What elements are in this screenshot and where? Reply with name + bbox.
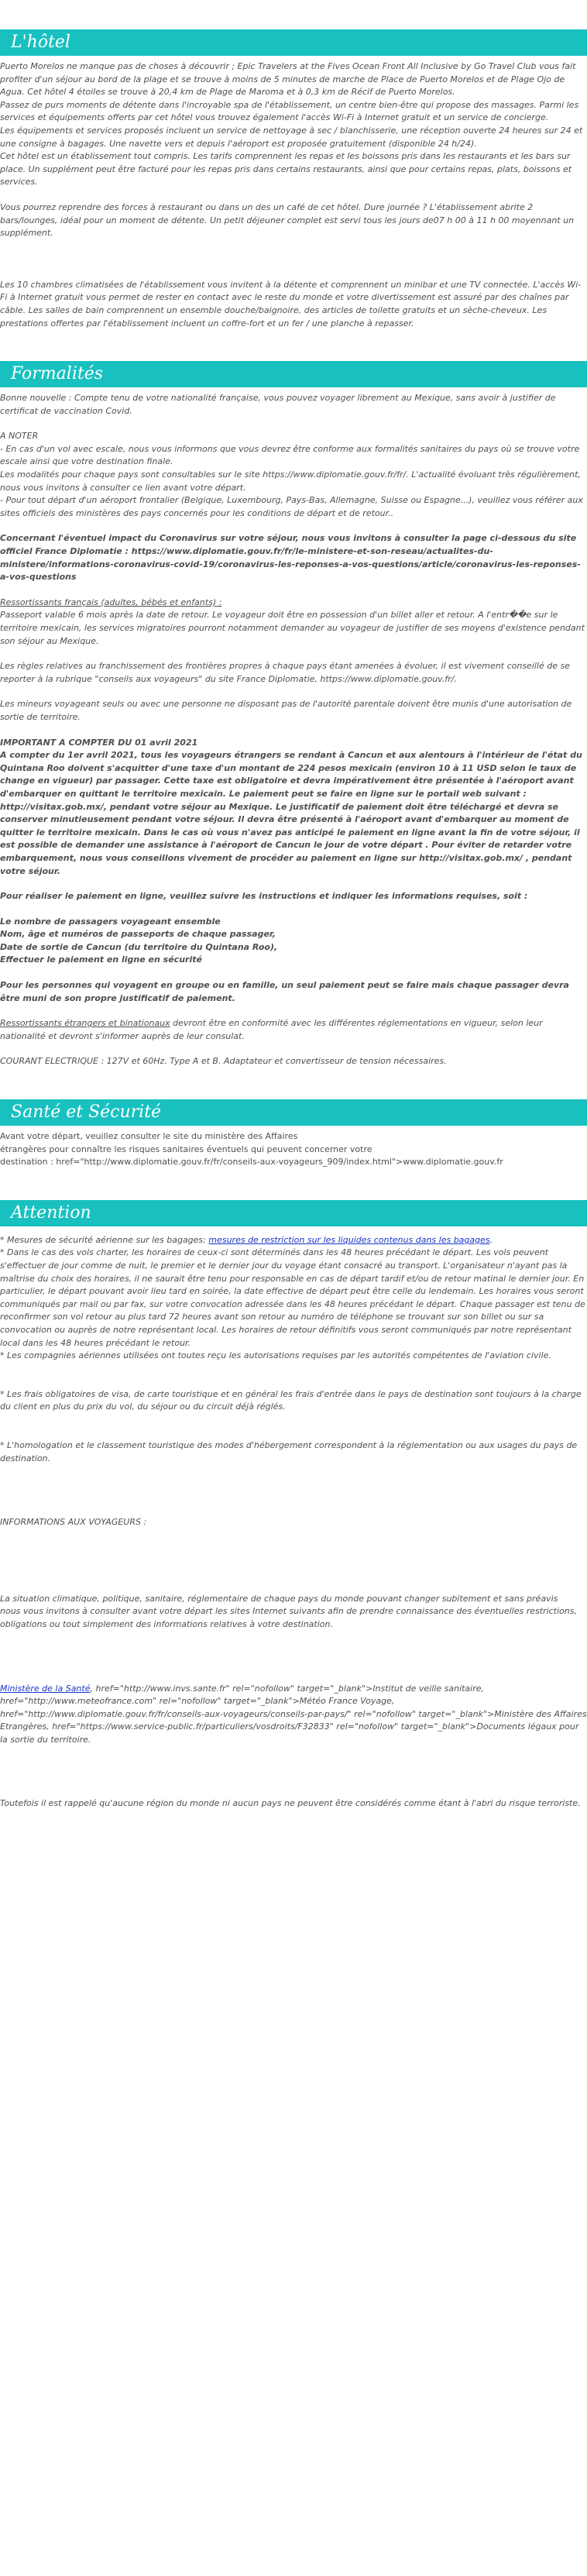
regles-frontieres-text: Les règles relatives au franchissement des frontières propres à chaque pays étant amenées à évoluer, il est vivement conseillé de se reporter à la rubrique "conseils aux voyageurs" du site France Diplomatie, https://www.diplomatie.gouv.fr/. [0, 661, 570, 684]
bonne-nouvelle-text: Bonne nouvelle : Compte tenu de votre nationalité française, vous pouvez voyager librement au Mexique, sans avoir à justifier de certificat de vaccination Covid. [0, 393, 556, 416]
note-frontalier: - Pour tout départ d'un aéroport frontalier (Belgique, Luxembourg, Pays-Bas, Allemagne, Suisse ou Espagne...), veuillez vous référer aux sites officiels des ministères des pays concernés pour les conditions de départ et de retour.. [0, 495, 583, 518]
attention-header: Attention [0, 1200, 587, 1226]
vols-charter-text: * Dans le cas des vols charter, les horaires de ceux-ci sont déterminés dans les 48 heures précédant le départ. Les vols peuvent s'effectuer de jour comme de nuit, le premier et le dernier jour du voyage étant consacré au transport. L'organisateur n'ayant pas la maîtrise du choix des horaires, il ne saurait être tenu pour responsable en cas de départ tardif et/ou de retour matinal le dernier jour. En particulier, le départ pouvant avoir lieu tard en soirée, la date effective de départ peut être celle du lendemain. Les horaires vous seront communiqués par mail ou par fax, sur votre convocation adressée dans les 48 heures précédant le départ. Chaque passager est tenu de reconfirmer son vol retour au plus tard 72 heures avant son retour au numéro de téléphone se trouvant sur son billet ou sur sa convocation ou auprès de notre représentant local. Les horaires de retour définitifs vous seront communiqués par notre représentant local dans les 48 heures précédant le retour. [0, 1247, 585, 1348]
hotel-body [0, 56, 587, 330]
infos-voyageurs-heading: INFORMATIONS AUX VOYAGEURS : [0, 1517, 147, 1528]
courant-electrique: COURANT ELECTRIQUE : 127V et 60Hz. Type A et B. Adaptateur et convertisseur de tension nécessaires. [0, 1056, 447, 1067]
formalites-section [0, 330, 587, 1068]
terrorisme-text: Toutefois il est rappelé qu'aucune région du monde ni aucun pays ne peuvent être considérés comme étant à l'abri du risque terroriste. [0, 1798, 581, 1809]
attention-section [0, 1169, 587, 1811]
hotel-header: L'hôtel [0, 29, 587, 56]
mesures-restriction-link[interactable]: mesures de restriction sur les liquides contenus dans les bagages [208, 1234, 490, 1245]
paiement-instructions: Pour réaliser le paiement en ligne, veuillez suivre les instructions et indiquer les informations requises, soit : [0, 891, 528, 902]
ministere-links [0, 1683, 587, 1747]
ressortissants-francais-label: Ressortissants français (adultes, bébés et enfants) : [0, 597, 222, 607]
groupe-text: Pour les personnes qui voyagent en groupe ou en famille, un seul paiement peut se faire mais chaque passager devra être muni de son propre justificatif de paiement. [0, 980, 569, 1003]
compagnies-text: * Les compagnies aériennes utilisées ont toutes reçu les autorisations requises par les autorités compétentes de l'aviation civile. [0, 1350, 551, 1361]
covid-notice: Concernant l'éventuel impact du Coronavirus sur votre séjour, nous vous invitons à consulter la page ci-dessous du site officiel France Diplomatie : https://www.diplomatie.gouv.fr/fr/le-ministere-et-son-reseau/actualites-du-ministere/informations-coronavirus-covid-19/coronavirus-les-reponses-a-vos-questions/article/coronavirus-les-reponses-a-vos-questions [0, 533, 581, 583]
mesures-suffix: . [489, 1234, 493, 1245]
list-item: Date de sortie de Cancun (du territoire du Quintana Roo), [0, 941, 278, 952]
situation-text-2: nous vous invitons à consulter avant votre départ les sites Internet suivants afin de prendre connaissance des éventuelles restrictions, obligations ou tout simplement des informations relatives à votre destination. [0, 1606, 577, 1629]
ministere-sante-link[interactable]: Ministère de la Santé [0, 1683, 91, 1694]
hotel-all-inclusive: Cet hôtel est un établissement tout compris. Les tarifs comprennent les repas et les boissons pris dans les restaurants et les bars sur place. Un supplément peut être facturé pour les repas pris dans certains restaurants, ainsi que pour certains repas, plats, boissons et services. [0, 151, 572, 187]
ressortissants-etrangers-label: Ressortissants étrangers et binationaux [0, 1018, 170, 1029]
note-escale: - En cas d'un vol avec escale, nous vous informons que vous devrez être conforme aux formalités sanitaires du pays où se trouve votre escale ainsi que votre destination finale. [0, 443, 580, 467]
hotel-intro: Puerto Morelos ne manque pas de choses à découvrir ; Epic Travelers at the Fives Ocean Front All Inclusive by Go Travel Club vous fait profiter d'un séjour au bord de la plage et se trouve à moins de 5 minutes de marche de Place de Puerto Morelos et de Plage Ojo de Agua. Cet hôtel 4 étoiles se trouve à 20,4 km de Plage de Maroma et à 0,3 km de Récif de Puerto Morelos. [0, 61, 576, 98]
note-modalites: Les modalités pour chaque pays sont consultables sur le site https://www.diplomatie.gouv.fr/fr/. L'actualité évoluant très régulièrement, nous vous invitons à consulter ce lien avant votre départ. [0, 469, 581, 493]
hotel-spa: Passez de purs moments de détente dans l'incroyable spa de l'établissement, un centre bien-être qui propose des massages. Parmi les services et équipements offerts par cet hôtel vous trouvez également l'accès Wi-Fi à Internet gratuit et un service de concierge. [0, 99, 579, 123]
ressortissants-francais-text: Passeport valable 6 mois après la date de retour. Le voyageur doit être en possession d'un billet aller et retour. A l'entr��e sur le territoire mexicain, les services migratoires pourront notamment demander au voyageur de justifier de ses moyens d'existence pendant son séjour au Mexique. [0, 610, 585, 646]
sante-section [0, 1068, 587, 1169]
important-title: IMPORTANT A COMPTER DU 01 avril 2021 [0, 737, 198, 748]
list-item: Effectuer le paiement en ligne en sécurité [0, 954, 202, 965]
a-noter-heading: A NOTER [0, 431, 39, 442]
situation-text-1: La situation climatique, politique, sanitaire, réglementaire de chaque pays du monde pouvant changer subitement et sans préavis [0, 1593, 558, 1604]
mesures-securite [0, 1234, 587, 1247]
attention-body [0, 1226, 587, 1811]
hotel-services: Les équipements et services proposés incluent un service de nettoyage à sec / blanchisserie, une réception ouverte 24 heures sur 24 et une consigne à bagages. Une navette vers et depuis l'aéroport est proposée gratuitement (disponible 24 h/24). [0, 125, 583, 149]
sante-line-1: Avant votre départ, veuillez consulter le site du ministère des Affaires [0, 1131, 298, 1142]
sante-header: Santé et Sécurité [0, 1099, 587, 1126]
formalites-header: Formalités [0, 361, 587, 387]
mineurs-text: Les mineurs voyageant seuls ou avec une personne ne disposant pas de l'autorité parentale doivent être munis d'une autorisation de sortie de territoire. [0, 699, 572, 722]
hotel-rooms: Les 10 chambres climatisées de l'établissement vous invitent à la détente et comprennent un minibar et une TV connectée. L'accès Wi-Fi à Internet gratuit vous permet de rester en contact avec le reste du monde et votre divertissement est assuré par des chaînes par câble. Les salles de bain comprennent un ensemble douche/baignoire, des articles de toilette gratuits et un sèche-cheveux. Les prestations offertes par l'établissement incluent un coffre-fort et un fer / une planche à repasser. [0, 279, 582, 328]
list-item: Le nombre de passagers voyageant ensemble [0, 916, 221, 927]
sante-line-2: étrangères pour connaître les risques sanitaires éventuels qui peuvent concerner votre [0, 1144, 372, 1154]
hotel-restaurants: Vous pourrez reprendre des forces à restaurant ou dans un des un café de cet hôtel. Dure journée ? L'établissement abrite 2 bars/lounges, idéal pour un moment de détente. Un petit déjeuner complet est servi tous les jours de07 h 00 à 11 h 00 moyennant un supplément. [0, 201, 575, 239]
ressortissants-etrangers [0, 1017, 587, 1043]
ressortissants-etrangers-text: devront être en conformité avec les différentes réglementations en vigueur, selon leur nationalité et devront s'informer auprès de leur consulat. [0, 1018, 543, 1041]
important-text: A compter du 1er avril 2021, tous les voyageurs étrangers se rendant à Cancun et aux alentours à l'intérieur de l'état du Quintana Roo doivent s'acquitter d'une taxe d'un montant de 224 pesos mexicain (environ 10 à 11 USD selon le taux de change en vigueur) par passager. Cette taxe est obligatoire et devra impérativement être présentée à l'aéroport avant d'embarquer en quittant le territoire mexicain. Le paiement peut se faire en ligne sur le portail web suivant : http://visitax.gob.mx/, pendant votre séjour au Mexique. Le justificatif de paiement doit être téléchargé et devra se conserver minutieusement pendant votre séjour. Il devra être présenté à l'aéroport avant d'embarquer au moment de quitter le territoire mexicain. Dans le cas où vous n'avez pas anticipé le paiement en ligne avant la fin de votre séjour, il est possible de demander une assistance à l'aéroport de Cancun le jour de votre départ . Pour éviter de retarder votre embarquement, nous vous conseillons vivement de procéder au paiement en ligne sur http://visitax.gob.mx/ , pendant votre séjour. [0, 750, 582, 876]
sante-body [0, 1126, 587, 1169]
frais-text: * Les frais obligatoires de visa, de carte touristique et en général les frais d'entrée dans le pays de destination sont toujours à la charge du client en plus du prix du vol, du séjour ou du circuit déjà réglés. [0, 1388, 582, 1412]
homologation-text: * L'homologation et le classement touristique des modes d'hébergement correspondent à la réglementation ou aux usages du pays de destination. [0, 1439, 578, 1463]
hotel-section [0, 0, 587, 330]
list-item: Nom, âge et numéros de passeports de chaque passager, [0, 929, 276, 940]
ministere-links-text: , href="http://www.invs.sante.fr" rel="nofollow" target="_blank">Institut de veille sanitaire, href="http://www.meteofrance.com" rel="nofollow" target="_blank">Météo France Voyage, href="http://www.diplomatie.gouv.fr/fr/conseils-aux-voyageurs/conseils-par-pays/" rel="nofollow" target="_blank">Ministère des Affaires Etrangères, href="https://www.service-public.fr/particuliers/vosdroits/F32833" rel="nofollow" target="_blank">Documents légaux pour la sortie du territoire. [0, 1683, 587, 1745]
sante-line-3: destination : href="http://www.diplomatie.gouv.fr/fr/conseils-aux-voyageurs_909/index.html">www.diplomatie.gouv.fr [0, 1157, 503, 1168]
formalites-body [0, 387, 587, 1068]
mesures-prefix: * Mesures de sécurité aérienne sur les bagages: [0, 1234, 209, 1245]
